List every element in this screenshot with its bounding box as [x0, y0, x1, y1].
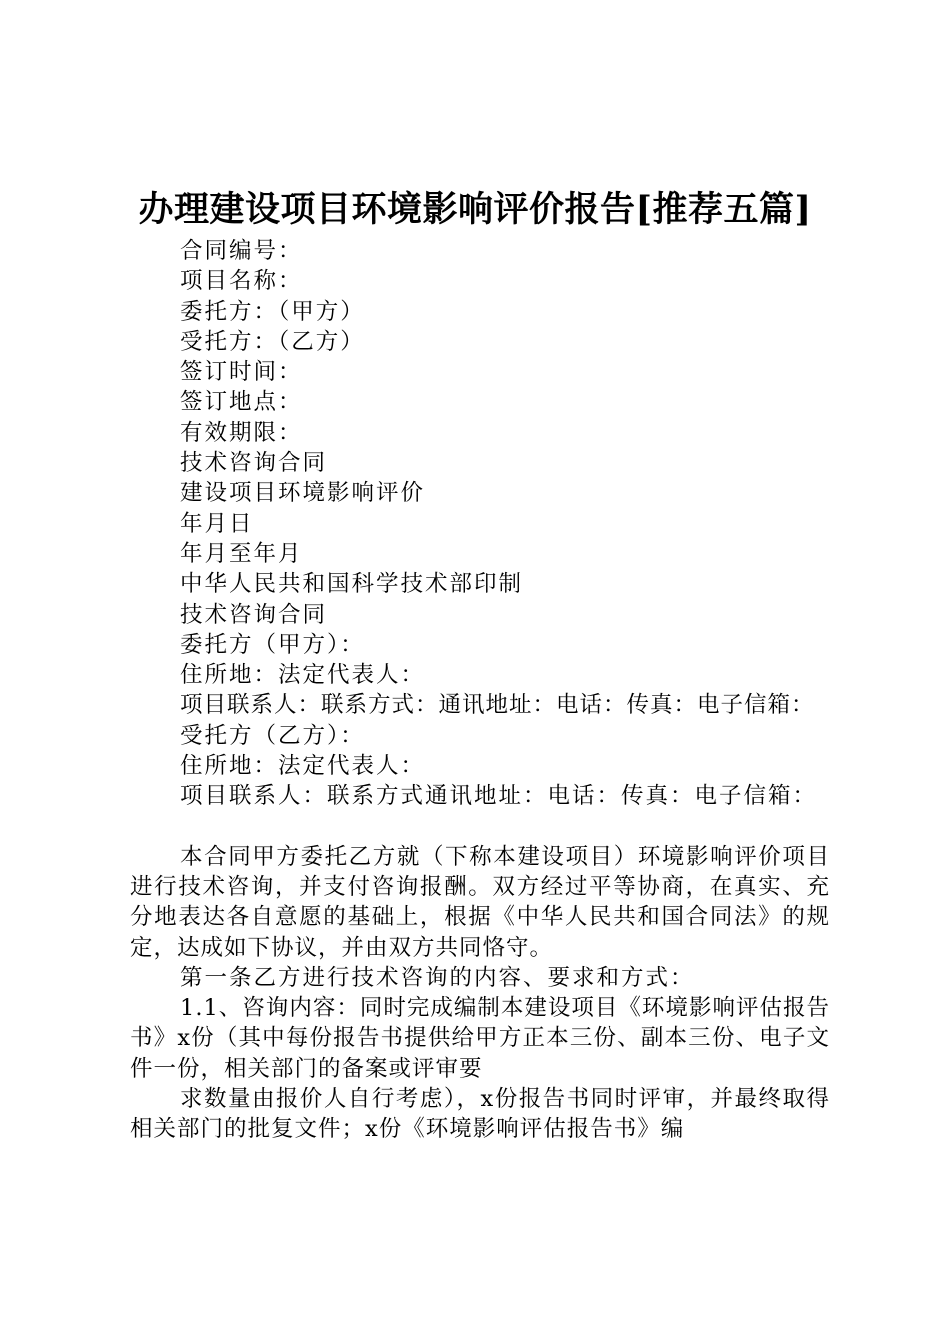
party-a-contact-paragraph: 项目联系人：联系方式：通讯地址：电话：传真：电子信箱：: [180, 692, 815, 719]
contract-type-line-2: 技术咨询合同: [180, 601, 328, 628]
project-type-line: 建设项目环境影响评价: [180, 480, 426, 507]
document-title: 办理建设项目环境影响评价报告[推荐五篇]: [138, 189, 812, 230]
party-b-address-line: 住所地：法定代表人：: [180, 753, 426, 780]
intro-paragraph: 本合同甲方委托乙方就（下称本建设项目）环境影响评价项目进行技术咨询，并支付咨询报酬。双方经过平等协商，在真实、充分地表达各自意愿的基础上，根据《中华人民共和国合同法》的规定，达成如下协议，并由双方共同恪守。: [130, 843, 830, 961]
signing-time-line: 签订时间：: [180, 359, 303, 386]
publisher-line: 中华人民共和国科学技术部印制: [180, 571, 524, 598]
contractor-line: 受托方：（乙方）: [180, 328, 365, 355]
party-b-line: 受托方（乙方）：: [180, 722, 365, 749]
project-name-line: 项目名称：: [180, 268, 303, 295]
contract-type-line: 技术咨询合同: [180, 450, 328, 477]
client-line: 委托方：（甲方）: [180, 298, 365, 325]
date-line: 年月日: [180, 510, 254, 537]
contract-number-line: 合同编号：: [180, 238, 303, 264]
article-1-heading: 第一条乙方进行技术咨询的内容、要求和方式：: [180, 964, 695, 991]
signing-place-line: 签订地点：: [180, 389, 303, 416]
party-a-address-line: 住所地：法定代表人：: [180, 662, 426, 689]
document-body: [130, 236, 830, 1145]
article-1-1-continuation: 求数量由报价人自行考虑），x份报告书同时评审，并最终取得相关部门的批复文件；x份《环境影响评估报告书》编: [130, 1086, 830, 1143]
article-1-1-paragraph: 1.1、咨询内容：同时完成编制本建设项目《环境影响评估报告书》x份（其中每份报告书提供给甲方正本三份、副本三份、电子文件一份，相关部门的备案或评审要: [130, 995, 830, 1082]
party-a-line: 委托方（甲方）：: [180, 631, 365, 658]
section-gap: [130, 812, 830, 842]
period-line: 年月至年月: [180, 540, 303, 567]
validity-line: 有效期限：: [180, 419, 303, 446]
party-b-contact-line: 项目联系人：联系方式通讯地址：电话：传真：电子信箱：: [180, 783, 818, 810]
